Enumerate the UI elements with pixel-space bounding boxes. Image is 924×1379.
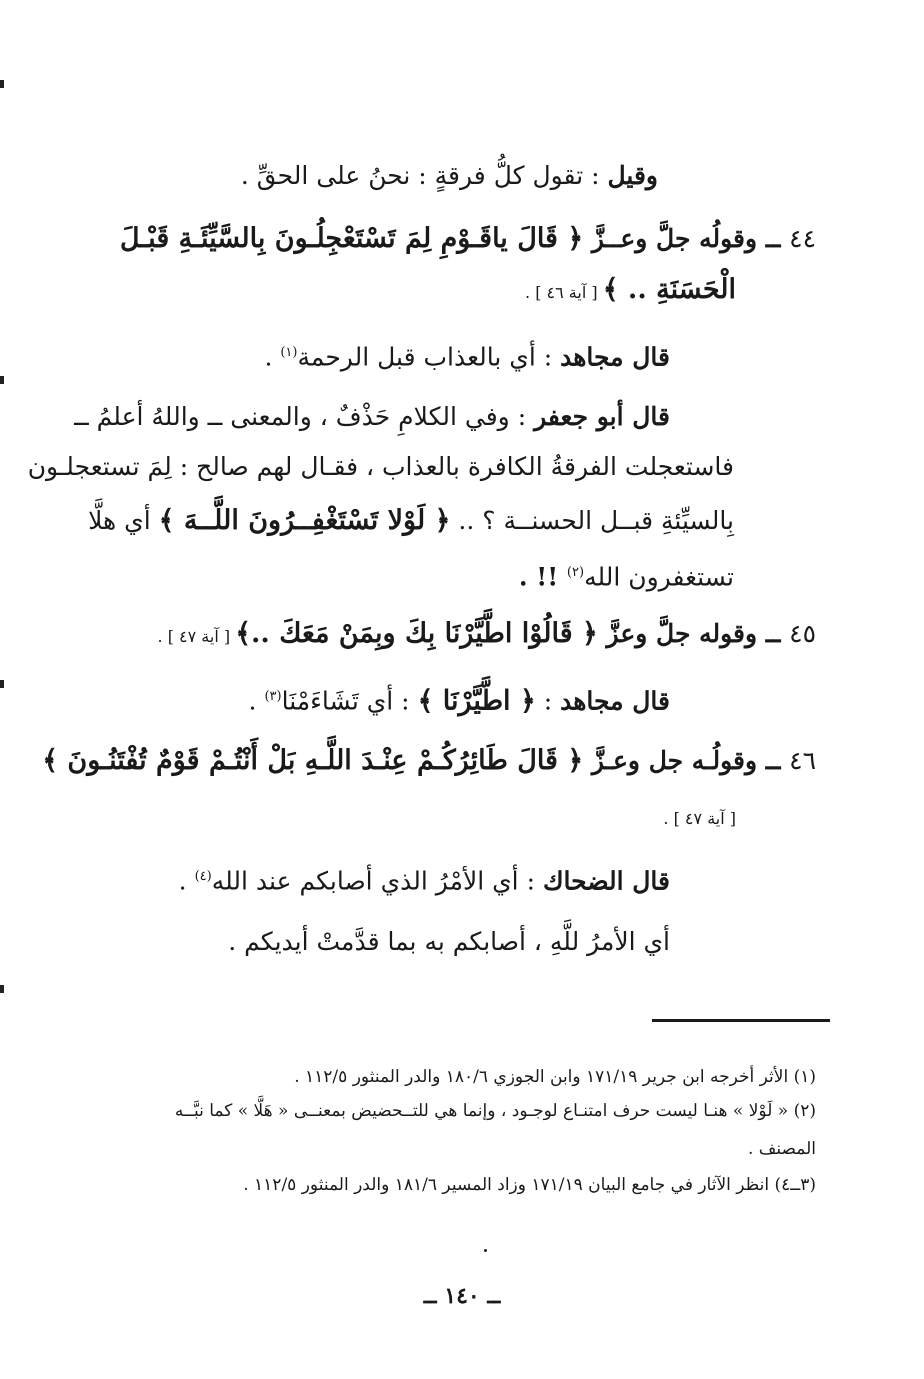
text-line-6: فاستعجلت الفرقةُ الكافرة بالعذاب ، فقـال لهم صالح : لِمَ تستعجلـون xyxy=(27,452,734,481)
footnote-ref: (١) xyxy=(280,345,298,360)
quran-quote: ﴿ قَالَ ياقَـوْمِ لِمَ تَسْتَعْجِلُـونَ بِالسَّيِّئَـةِ قَبْـلَ xyxy=(119,223,584,254)
margin-mark xyxy=(0,376,4,384)
verse-number: ٤٤ xyxy=(789,224,816,253)
verse-44-line-1: ٤٤ ــ وقولُه جلَّ وعــزَّ ﴿ قَالَ ياقَـوْمِ لِمَ تَسْتَعْجِلُـونَ بِالسَّيِّئَـةِ قَبْـلَ xyxy=(119,223,816,254)
footnote-ref: (٣) xyxy=(264,689,282,704)
text-line-abu-jafar: قال أبو جعفر : وفي الكلامِ حَذْفٌ ، والمعنى ــ واللهُ أعلمُ ــ xyxy=(74,402,670,431)
quran-quote: ﴿ قَالَ طَائِرُكُـمْ عِنْـدَ اللَّـهِ بَلْ أَنْتُـمْ قَوْمٌ تُفْتَنُـونَ ﴾ xyxy=(42,745,584,776)
text-line-mujahid-2: قال مجاهد : ﴿ اطَّيَّرْنَا ﴾ : أي تَشَاءَمْنَا$^{(٣)}$ . xyxy=(248,685,670,717)
footnote-2-continued: المصنف . xyxy=(747,1139,816,1159)
text-line-8: تستغفرون الله$^{(٢)}$ !! . xyxy=(518,562,734,592)
text-line-14: أي الأمرُ للَّهِ ، أصابكم به بما قدَّمتْ أيديكم . xyxy=(228,927,670,956)
quran-quote: ﴿ لَوْلا تَسْتَغْفِــرُونَ اللَّــهَ ﴾ xyxy=(158,505,451,536)
text-line-7: بِالسيِّئةِ قبــل الحسنــة ؟ .. ﴿ لَوْلا تَسْتَغْفِــرُونَ اللَّــهَ ﴾ أي هلَّا xyxy=(88,505,734,536)
text-line-1: وقيل : تقول كلُّ فرقةٍ : نحنُ على الحقِّ . xyxy=(240,161,658,190)
footnote-1: (١) الأثر أخرجه ابن جرير ١٧١/١٩ وابن الجوزي ١٨٠/٦ والدر المنثور ١١٢/٥ . xyxy=(294,1067,816,1087)
footnote-ref: (٢) xyxy=(566,565,585,580)
speck xyxy=(484,1249,487,1252)
text-line-mujahid-1: قال مجاهد : أي بالعذاب قبل الرحمة$^{(١)}$ . xyxy=(264,342,670,372)
verse-44-line-2 xyxy=(525,270,736,313)
quran-quote: الْحَسَنَةِ .. ﴾ xyxy=(602,274,736,305)
verse-reference: [ آية ٤٦ ] . xyxy=(525,283,603,302)
verse-reference: [ آية ٤٧ ] . xyxy=(157,627,236,646)
footnote-separator xyxy=(652,1019,830,1022)
margin-mark xyxy=(0,985,4,993)
verse-45: ٤٥ ــ وقوله جلَّ وعزَّ ﴿ قَالُوْا اطَّيَّرْنَا بِكَ وبِمَنْ مَعَكَ ..﴾ [ آية ٤٧ ] . xyxy=(157,618,816,649)
footnote-ref: (٤) xyxy=(194,869,212,884)
page-number: ــ ١٤٠ ــ xyxy=(423,1283,501,1309)
margin-mark xyxy=(0,680,4,688)
quran-quote: ﴿ اطَّيَّرْنَا ﴾ xyxy=(417,685,536,717)
verse-46-line-1: ٤٦ ــ وقولُـه جل وعـزَّ ﴿ قَالَ طَائِرُكُـمْ عِنْـدَ اللَّـهِ بَلْ أَنْتُـمْ قَوْمٌ تُفْتَنُـونَ ﴾ xyxy=(42,745,816,776)
verse-reference: [ آية ٤٧ ] . xyxy=(663,809,736,828)
verse-46-line-2 xyxy=(663,796,736,839)
footnote-2: (٢) « لَوْلا » هنـا ليست حرف امتنـاع لوجـود ، وإنما هي للتــحضيض بمعنــى « هَلَّا » كما نبَّــه xyxy=(174,1101,816,1121)
margin-mark xyxy=(0,80,4,88)
footnote-3-4: (٣ــ٤) انظر الآثار في جامع البيان ١٧١/١٩ وزاد المسير ١٨١/٦ والدر المنثور ١١٢/٥ . xyxy=(243,1175,816,1195)
verse-number: ٤٥ xyxy=(789,619,816,648)
verse-number: ٤٦ xyxy=(789,746,816,775)
text-line-dahhak: قال الضحاك : أي الأمْرُ الذي أصابكم عند الله$^{(٤)}$ . xyxy=(178,866,670,896)
quran-quote: ﴿ قَالُوْا اطَّيَّرْنَا بِكَ وبِمَنْ مَعَكَ ..﴾ xyxy=(235,618,598,649)
